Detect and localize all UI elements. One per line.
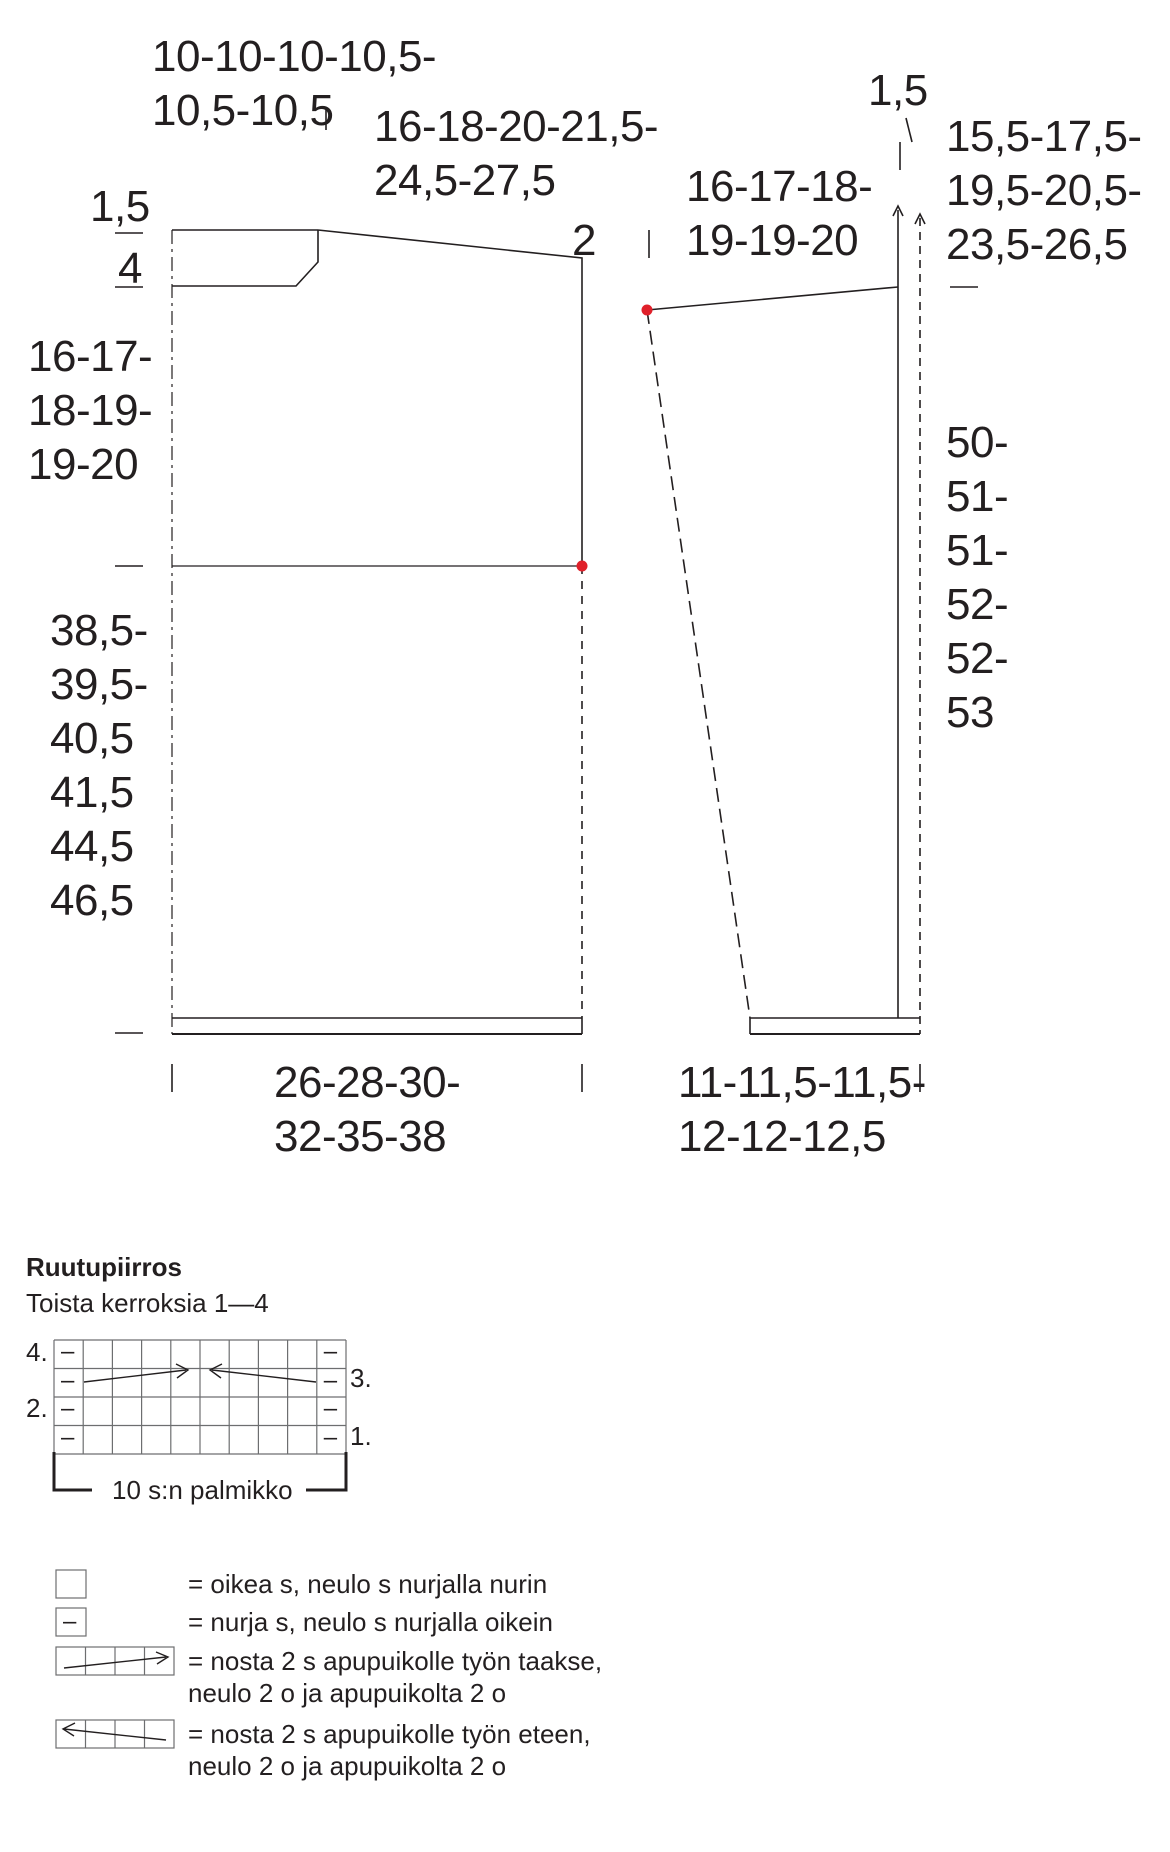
shoulder-slope-label: 16-18-20-21,5- 24,5-27,5 (374, 102, 659, 205)
sleeve-half-width-label: 15,5-17,5- 19,5-20,5- 23,5-26,5 (946, 112, 1142, 269)
purl-mark: – (61, 1423, 75, 1451)
purl-mark: – (323, 1338, 338, 1365)
purl-mark: – (61, 1395, 75, 1422)
chart-title: Ruutupiirros (26, 1252, 182, 1282)
shoulder-top-label: 10-10-10-10,5- 10,5-10,5 (152, 32, 437, 135)
chart-row-label: 4. (26, 1337, 48, 1367)
chart-row-label: 3. (350, 1363, 372, 1393)
cable-back-icon (56, 1647, 174, 1675)
shoulder-drop-label: 2 (572, 216, 596, 265)
armhole-height-label: 16-17- 18-19- 19-20 (28, 332, 153, 489)
neck-depth-label: 4 (118, 244, 142, 293)
repeat-label: 10 s:n palmikko (108, 1474, 297, 1506)
legend-text: = nurja s, neulo s nurjalla oikein (188, 1607, 553, 1637)
sleeve-length-label: 50- 51- 51- 52- 52- 53 (946, 418, 1009, 737)
knit-box-icon (56, 1570, 86, 1598)
body-length-label: 38,5- 39,5- 40,5 41,5 44,5 46,5 (50, 606, 148, 925)
neck-rise-label: 1,5 (90, 182, 150, 231)
sleeve-cap-rise-label: 1,5 (868, 66, 928, 115)
purl-mark: – (323, 1366, 338, 1394)
purl-mark: – (323, 1423, 338, 1451)
legend-text: = oikea s, neulo s nurjalla nurin (188, 1569, 548, 1599)
purl-mark: – (61, 1366, 75, 1394)
body-width-label: 26-28-30- 32-35-38 (274, 1058, 461, 1161)
legend-text: = nosta 2 s apupuikolle työn taakse, neulo 2 o ja apupuikolta 2 o (188, 1646, 603, 1708)
purl-mark: – (323, 1395, 338, 1422)
chart-row-label: 2. (26, 1393, 48, 1423)
purl-mark: – (61, 1338, 75, 1365)
sleeve-cuff-width-label: 11-11,5-11,5- 12-12-12,5 (678, 1058, 926, 1161)
chart-row-label: 1. (350, 1421, 372, 1451)
sleeve-top-width-label: 16-17-18- 19-19-20 (686, 162, 873, 265)
chart-subtitle: Toista kerroksia 1—4 (26, 1288, 269, 1318)
purl-symbol: – (63, 1608, 77, 1635)
legend-text: = nosta 2 s apupuikolle työn eteen, neulo 2 o ja apupuikolta 2 o (188, 1719, 591, 1781)
